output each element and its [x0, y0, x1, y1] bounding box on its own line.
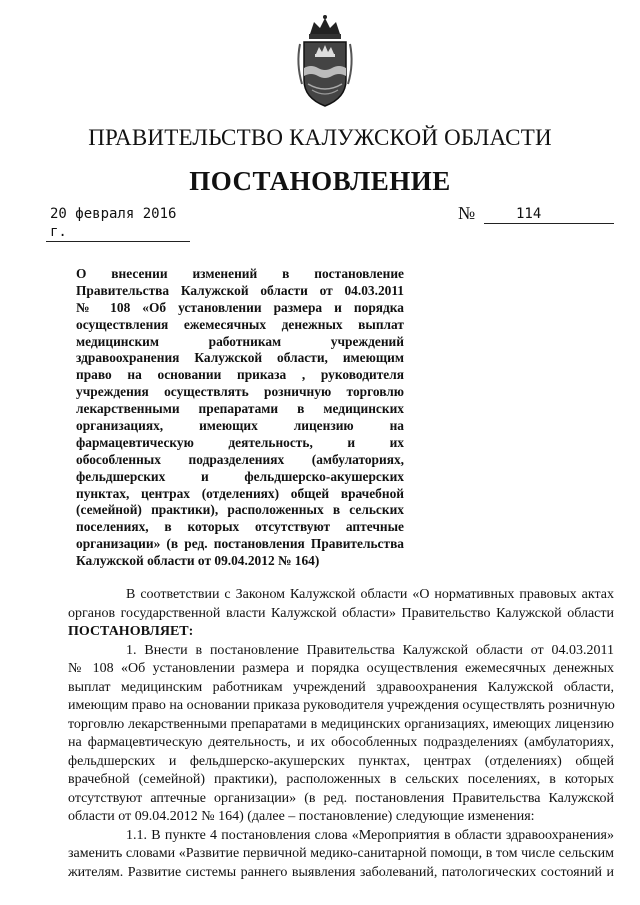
- body-line: врачебной (семейной) практики), расположенных в сельских поселениях, в которых: [68, 772, 614, 787]
- subject-line: О внесении изменений в постановление: [76, 266, 404, 281]
- body-line: на фармацевтическую деятельность, и их обособленных подразделениях (амбулаториях,: [68, 735, 614, 750]
- body-line: имеющим право на основании приказа руководителя учреждения осуществлять розничную: [68, 698, 615, 713]
- subject-line: обособленных подразделениях (амбулаториях,: [76, 451, 404, 467]
- body-line: фельдшерских и фельдшерско-акушерских пунктах, центрах (отделениях) общей: [68, 753, 614, 769]
- document-date: 20 февраля 2016 г.: [46, 205, 190, 242]
- resolution-heading: ПОСТАНОВЛЯЕТ:: [68, 624, 194, 639]
- document-number: 114: [484, 205, 614, 224]
- subject-line: право на основании приказа , руководителя: [76, 367, 404, 383]
- subject-line: Калужской области от 09.04.2012 № 164): [76, 553, 320, 569]
- subject-line: медицинским работникам учреждений: [76, 333, 404, 349]
- subject-line: осуществления ежемесячных денежных выплат: [76, 316, 404, 332]
- body-line: области от 09.04.2012 № 164) (далее – постановление) следующие изменения:: [68, 809, 535, 824]
- document-subject: [76, 266, 404, 570]
- body-line: органов государственной власти Калужской области» Правительство Калужской области: [68, 605, 614, 621]
- subject-line: № 108 «Об установлении размера и порядка: [76, 299, 404, 315]
- subject-line: здравоохранения Калужской области, имеющим: [76, 350, 404, 366]
- body-line: 1.1. В пункте 4 постановления слова «Мероприятия в области здравоохранения»: [126, 827, 614, 843]
- subject-line: организации» (в ред. постановления Правительства: [76, 536, 404, 552]
- subject-line: организациях, имеющих лицензию на: [76, 418, 404, 434]
- subject-line: лекарственными препаратами в медицинских: [76, 401, 404, 417]
- document-type-title: ПОСТАНОВЛЕНИЕ: [189, 166, 451, 196]
- subject-line: Правительства Калужской области от 04.03.2011: [76, 282, 404, 298]
- subject-line: фельдшерских и фельдшерско-акушерских: [76, 468, 404, 484]
- document-number-block: [458, 203, 614, 225]
- subject-line: пунктах, центрах (отделениях) общей врачебной: [76, 485, 404, 501]
- subject-line: поселениях, в которых отсутствуют аптечные: [76, 519, 404, 535]
- body-line: № 108 «Об установлении размера и порядка осуществления ежемесячных денежных: [68, 661, 614, 676]
- body-line: торговлю лекарственными препаратами в медицинских организациях, имеющих лицензию: [68, 716, 614, 732]
- kaluga-coat-of-arms-icon: [294, 14, 356, 110]
- body-line: выплат медицинским работникам учреждений здравоохранения Калужской области,: [68, 679, 614, 695]
- body-line: жителям. Развитие системы раннего выявления заболеваний, патологических состояний и: [68, 864, 614, 880]
- body-line: 1. Внести в постановление Правительства Калужской области от 04.03.2011: [126, 642, 614, 658]
- body-line: отсутствуют аптечные организации» (в ред. постановления Правительства Калужской: [68, 790, 614, 806]
- subject-line: учреждения осуществлять розничную торговлю: [76, 384, 404, 400]
- organization-title: ПРАВИТЕЛЬСТВО КАЛУЖСКОЙ ОБЛАСТИ: [88, 125, 552, 150]
- document-body: [68, 586, 614, 882]
- subject-line: (семейной) практики), расположенных в сельских: [76, 502, 404, 518]
- body-line: заменить словами «Развитие первичной медико-санитарной помощи, в том числе сельским: [68, 846, 614, 861]
- number-sign: №: [458, 203, 476, 223]
- subject-line: фармацевтическую деятельность, и их: [76, 434, 404, 450]
- body-line: В соответствии с Законом Калужской области «О нормативных правовых актах: [126, 587, 614, 602]
